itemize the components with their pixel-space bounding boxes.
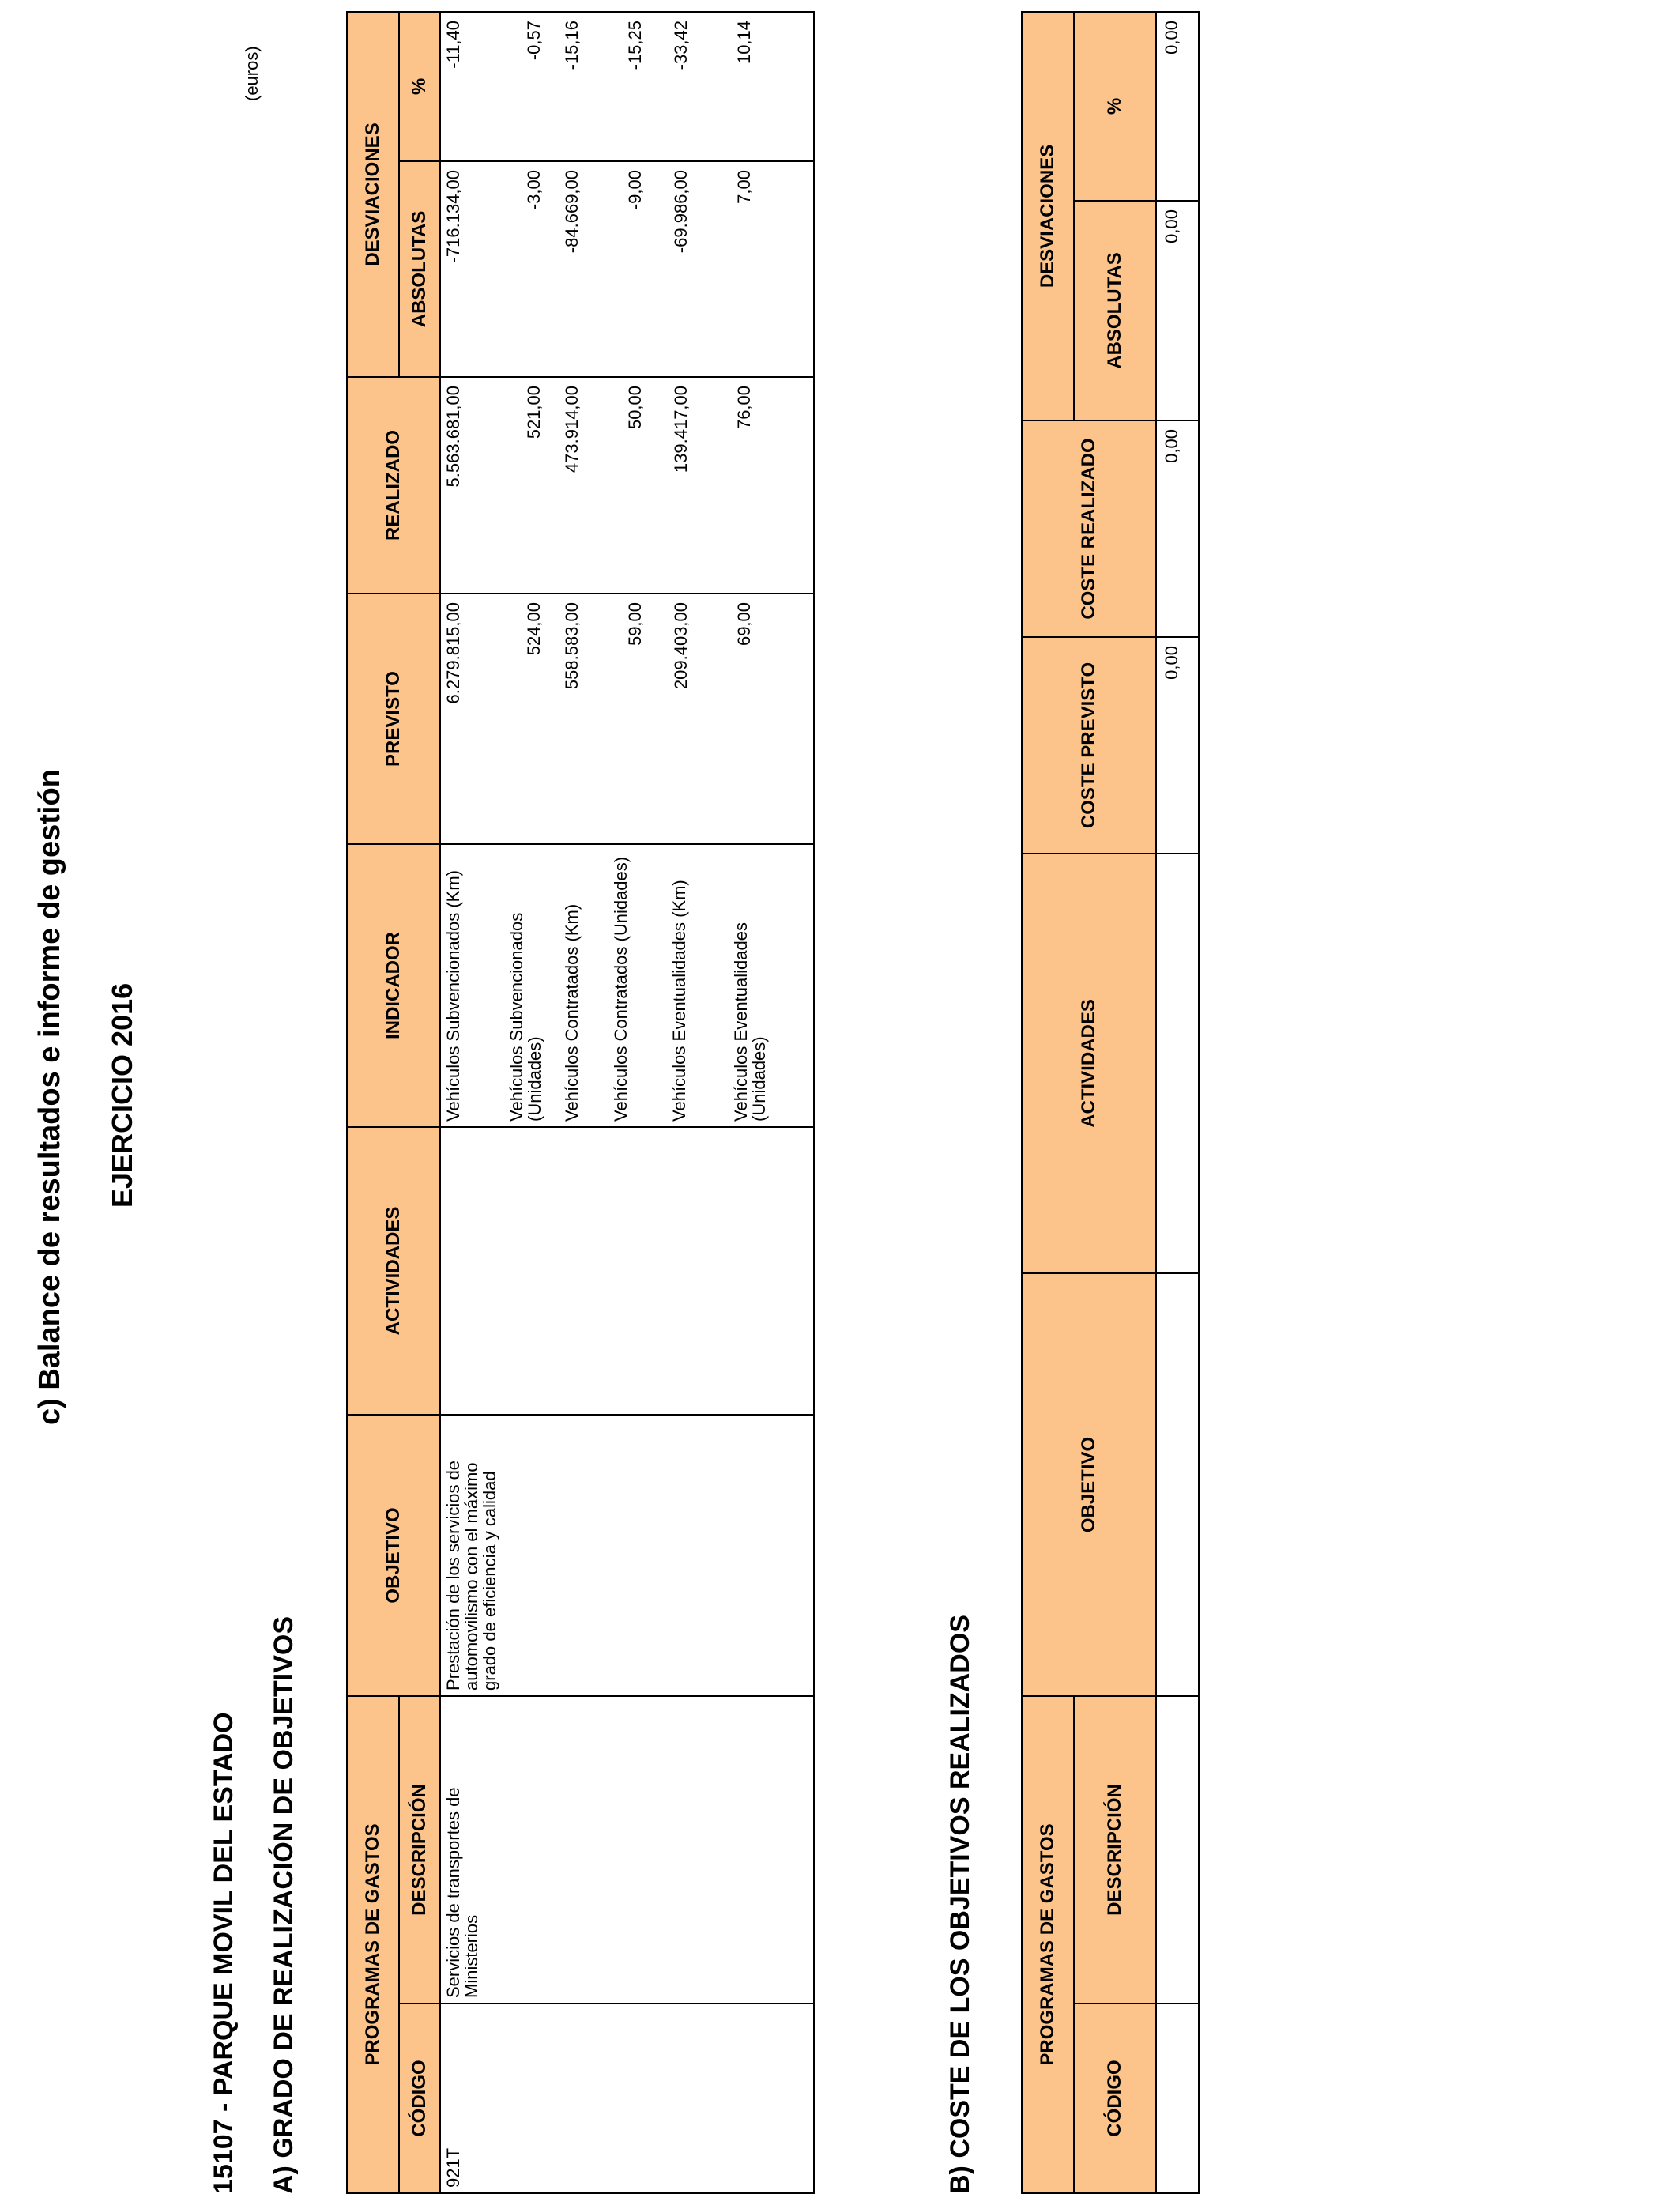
previsto-value: 69,00 bbox=[734, 601, 754, 647]
pct-cell bbox=[440, 12, 814, 161]
previsto-value: 209.403,00 bbox=[671, 601, 691, 690]
costs-table bbox=[1021, 11, 1200, 2194]
objectives-table bbox=[346, 11, 815, 2194]
table-row bbox=[440, 12, 814, 2193]
realizado-value: 139.417,00 bbox=[671, 385, 691, 473]
exercise-year: EJERCICIO 2016 bbox=[106, 982, 138, 1208]
programas-header: PROGRAMAS DE GASTOS bbox=[347, 1696, 399, 2193]
absolutas-header: ABSOLUTAS bbox=[1074, 201, 1156, 420]
pct-value: -0,57 bbox=[524, 20, 544, 61]
previsto-value: 59,00 bbox=[625, 601, 645, 647]
objetivo-header: OBJETIVO bbox=[347, 1415, 440, 1696]
currency-unit: (euros) bbox=[242, 46, 262, 101]
actividades-cell bbox=[440, 1127, 814, 1415]
descripcion-header: DESCRIPCIÓN bbox=[399, 1696, 440, 2004]
realizado-value: 473.914,00 bbox=[562, 385, 582, 473]
report-title: c) Balance de resultados e informe de gestión bbox=[33, 769, 66, 1425]
pct-value: -33,42 bbox=[671, 20, 691, 70]
previsto-header: PREVISTO bbox=[347, 594, 440, 844]
coste-realizado-header: COSTE REALIZADO bbox=[1022, 420, 1156, 637]
indicador-item: Vehículos Eventualidades (Km) bbox=[669, 880, 689, 1122]
absolutas-value: -69.986,00 bbox=[671, 169, 691, 254]
indicador-item: Vehículos Contratados (Unidades) bbox=[611, 856, 631, 1122]
realizado-header: REALIZADO bbox=[347, 377, 440, 594]
realizado-value: 50,00 bbox=[625, 385, 645, 430]
indicador-item: Vehículos Contratados (Km) bbox=[562, 903, 582, 1122]
realizado-value: 521,00 bbox=[524, 385, 544, 439]
absolutas-value: 0,00 bbox=[1156, 201, 1199, 420]
objetivo-cell bbox=[1156, 1273, 1199, 1696]
actividades-header: ACTIVIDADES bbox=[1022, 854, 1156, 1273]
objetivo-cell: Prestación de los servicios de automovilismo con el máximo grado de eficiencia y calidad bbox=[440, 1415, 814, 1696]
objetivo-header: OBJETIVO bbox=[1022, 1273, 1156, 1696]
codigo-cell: 921T bbox=[440, 2004, 814, 2193]
coste-previsto-value: 0,00 bbox=[1156, 637, 1199, 854]
absolutas-value: -84.669,00 bbox=[562, 169, 582, 254]
coste-previsto-header: COSTE PREVISTO bbox=[1022, 637, 1156, 854]
section-b-title: B) COSTE DE LOS OBJETIVOS REALIZADOS bbox=[945, 1615, 975, 2194]
absolutas-cell bbox=[440, 161, 814, 377]
pct-value: -15,25 bbox=[625, 20, 645, 70]
pct-value: 0,00 bbox=[1156, 12, 1199, 201]
previsto-value: 524,00 bbox=[524, 601, 544, 656]
realizado-value: 76,00 bbox=[734, 385, 754, 430]
descripcion-cell: Servicios de transportes de Ministerios bbox=[440, 1696, 814, 2004]
previsto-cell bbox=[440, 594, 814, 844]
entity-title: 15107 - PARQUE MOVIL DEL ESTADO bbox=[209, 1712, 239, 2194]
actividades-header: ACTIVIDADES bbox=[347, 1127, 440, 1415]
previsto-value: 6.279.815,00 bbox=[443, 601, 463, 704]
actividades-cell bbox=[1156, 854, 1199, 1273]
indicador-cell bbox=[440, 844, 814, 1127]
programas-header: PROGRAMAS DE GASTOS bbox=[1022, 1696, 1074, 2193]
section-a-title: A) GRADO DE REALIZACIÓN DE OBJETIVOS bbox=[269, 1615, 299, 2194]
pct-header: % bbox=[1074, 12, 1156, 201]
absolutas-value: -9,00 bbox=[625, 169, 645, 210]
realizado-cell bbox=[440, 377, 814, 594]
absolutas-value: 7,00 bbox=[734, 169, 754, 204]
table-row bbox=[1156, 12, 1199, 2193]
absolutas-value: -3,00 bbox=[524, 169, 544, 210]
desviaciones-header: DESVIACIONES bbox=[1022, 12, 1074, 420]
codigo-header: CÓDIGO bbox=[1074, 2004, 1156, 2193]
codigo-header: CÓDIGO bbox=[399, 2004, 440, 2193]
descripcion-header: DESCRIPCIÓN bbox=[1074, 1696, 1156, 2004]
pct-value: -15,16 bbox=[562, 20, 582, 70]
pct-header: % bbox=[399, 12, 440, 161]
desviaciones-header: DESVIACIONES bbox=[347, 12, 399, 377]
absolutas-value: -716.134,00 bbox=[443, 169, 463, 263]
pct-value: 10,14 bbox=[734, 20, 754, 65]
indicador-header: INDICADOR bbox=[347, 844, 440, 1127]
indicador-item: Vehículos Subvencionados (Km) bbox=[443, 870, 463, 1122]
indicador-item: Vehículos Eventualidades (Unidades) bbox=[731, 922, 769, 1122]
pct-value: -11,40 bbox=[443, 20, 463, 69]
realizado-value: 5.563.681,00 bbox=[443, 385, 463, 488]
coste-realizado-value: 0,00 bbox=[1156, 420, 1199, 637]
absolutas-header: ABSOLUTAS bbox=[399, 161, 440, 377]
descripcion-cell bbox=[1156, 1696, 1199, 2004]
previsto-value: 558.583,00 bbox=[562, 601, 582, 690]
indicador-item: Vehículos Subvencionados (Unidades) bbox=[507, 912, 544, 1122]
codigo-cell bbox=[1156, 2004, 1199, 2193]
